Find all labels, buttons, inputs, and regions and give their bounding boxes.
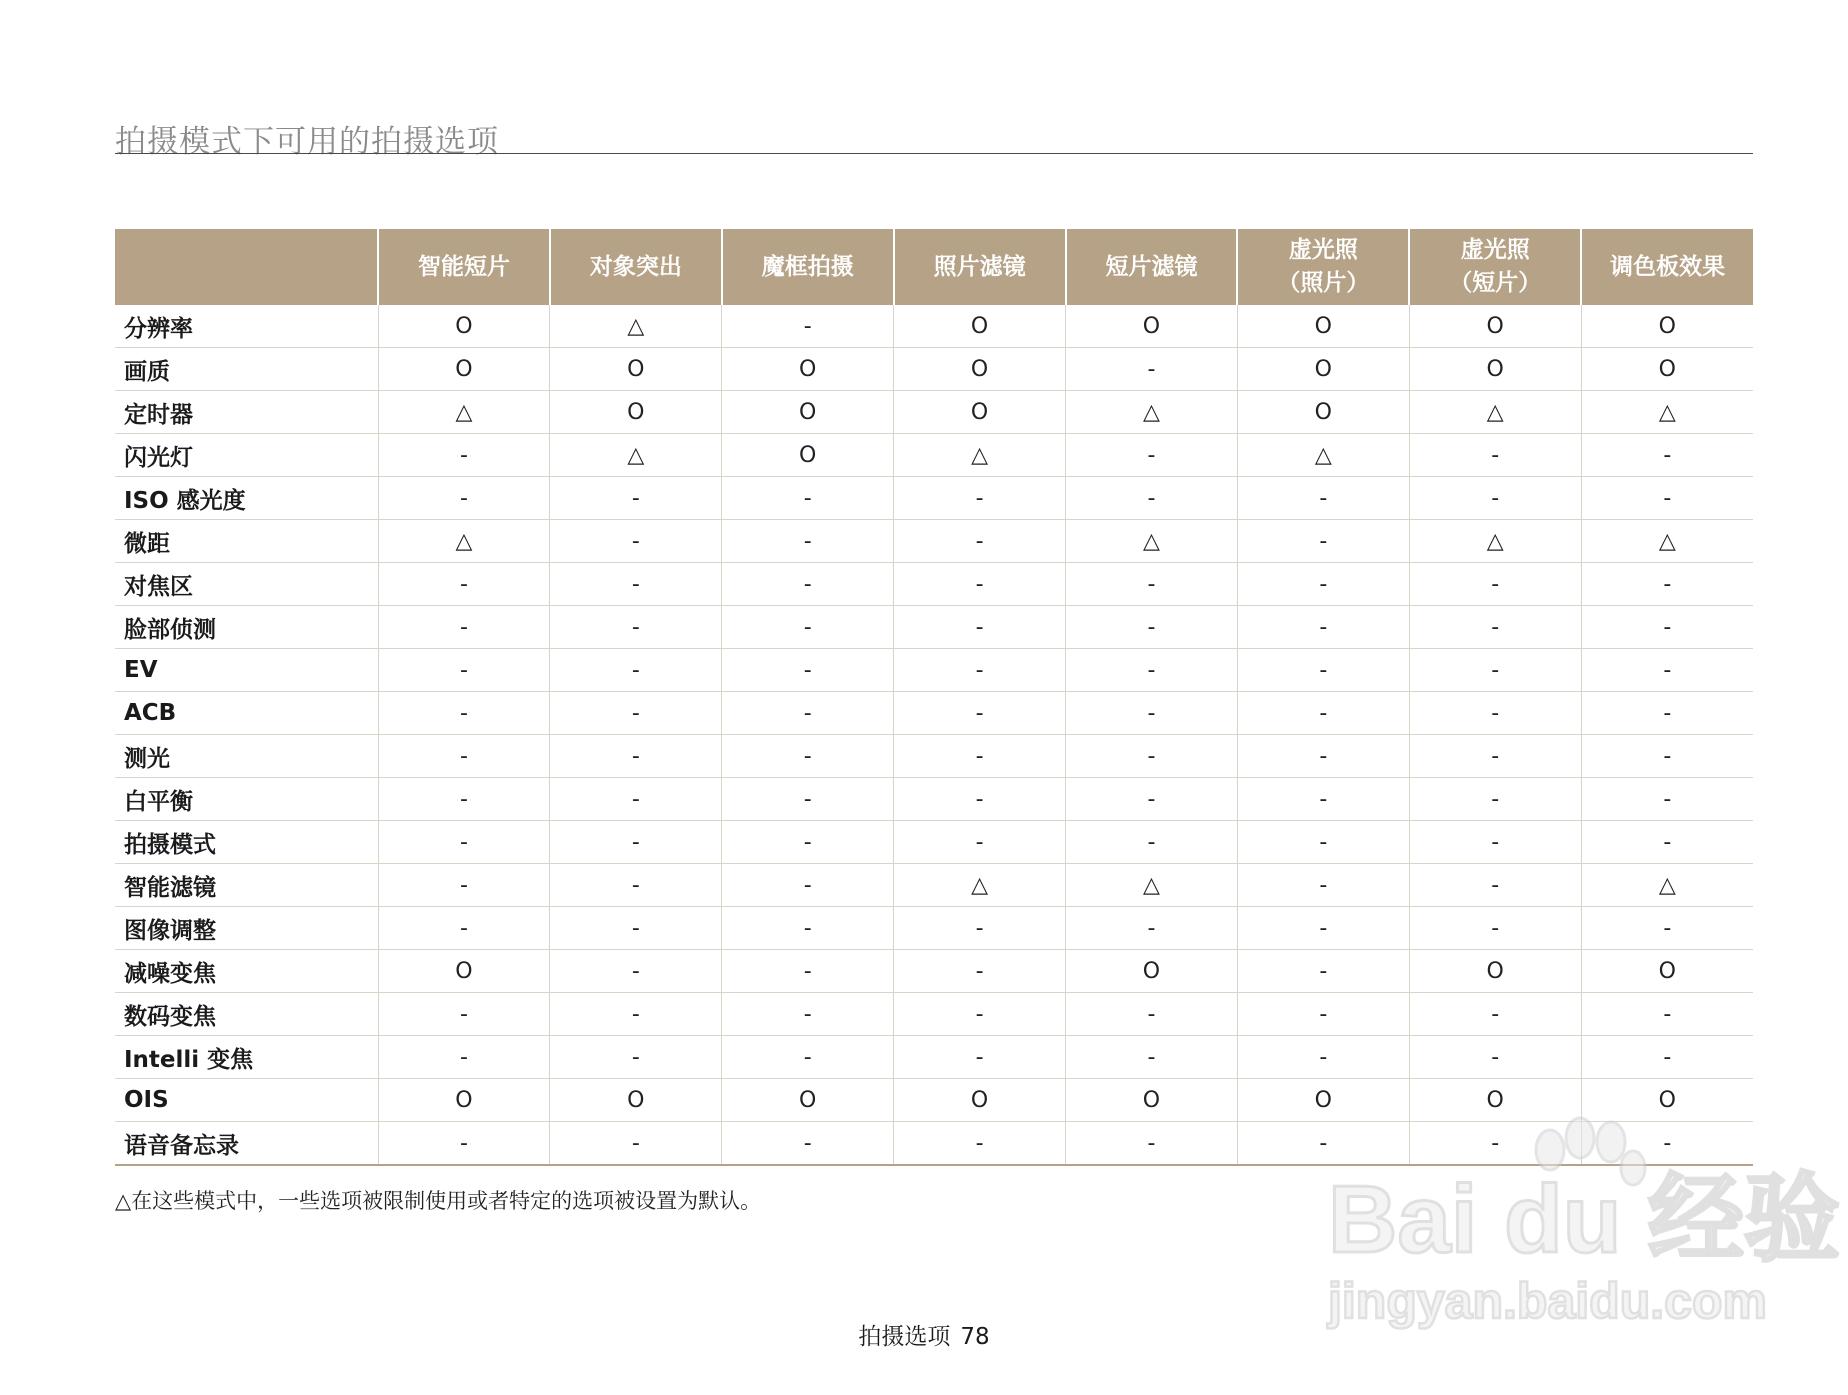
availability-cell: - [1237,692,1409,735]
page-number: 78 [960,1324,990,1350]
availability-cell: - [550,1122,722,1166]
availability-cell: - [550,993,722,1036]
availability-cell: O [1237,305,1409,348]
availability-cell: - [1066,434,1238,477]
availability-cell: O [550,348,722,391]
availability-cell: O [894,348,1066,391]
availability-cell: - [1581,1036,1753,1079]
availability-cell: - [550,477,722,520]
availability-cell: - [722,864,894,907]
availability-cell: - [722,821,894,864]
table-row [115,391,1753,434]
row-label: EV [115,649,378,692]
availability-cell: - [722,1122,894,1166]
availability-cell: - [1066,778,1238,821]
availability-cell: O [378,348,550,391]
availability-cell: - [1409,649,1581,692]
availability-cell: - [550,864,722,907]
availability-cell: △ [1581,864,1753,907]
availability-cell: - [1581,606,1753,649]
availability-cell: - [894,477,1066,520]
availability-cell: - [1409,1036,1581,1079]
availability-cell: - [1581,434,1753,477]
availability-cell: - [378,434,550,477]
availability-cell: O [1066,305,1238,348]
page-title: 拍摄模式下可用的拍摄选项 [115,124,499,160]
column-header [1066,229,1238,305]
availability-cell: O [378,950,550,993]
availability-cell: O [1237,391,1409,434]
availability-cell: - [1581,692,1753,735]
availability-cell: - [1237,1036,1409,1079]
column-header [550,229,722,305]
shooting-options-table [115,229,1753,1166]
column-header-line1: 照片滤镜 [933,253,1026,280]
availability-cell: - [1237,477,1409,520]
availability-cell: - [1066,606,1238,649]
availability-cell: O [1409,305,1581,348]
table-row [115,606,1753,649]
availability-cell: - [1066,649,1238,692]
availability-cell: - [1237,993,1409,1036]
availability-cell: O [722,434,894,477]
availability-cell: - [1237,520,1409,563]
table-row [115,907,1753,950]
availability-cell: - [1581,649,1753,692]
availability-cell: △ [894,864,1066,907]
availability-cell: - [1409,477,1581,520]
footnote: △在这些模式中，一些选项被限制使用或者特定的选项被设置为默认。 [115,1189,762,1213]
availability-cell: - [1581,477,1753,520]
availability-cell: - [378,821,550,864]
row-label: 智能滤镜 [115,864,378,907]
availability-cell: - [1581,907,1753,950]
availability-cell: - [894,606,1066,649]
row-label: ISO 感光度 [115,477,378,520]
column-header-line1: 智能短片 [417,253,510,280]
availability-cell: - [722,563,894,606]
column-header [722,229,894,305]
availability-cell: - [722,305,894,348]
availability-cell: - [1066,821,1238,864]
table-row [115,434,1753,477]
availability-cell: - [722,606,894,649]
column-header-line1: 对象突出 [589,253,682,280]
availability-cell: - [378,477,550,520]
table-row [115,950,1753,993]
row-label: 脸部侦测 [115,606,378,649]
availability-cell: - [722,735,894,778]
availability-cell: △ [1066,391,1238,434]
availability-cell: - [1066,563,1238,606]
availability-cell: - [1066,993,1238,1036]
availability-cell: - [1237,735,1409,778]
table-row [115,563,1753,606]
paw-toe-3 [1597,1122,1625,1162]
availability-cell: - [1237,821,1409,864]
availability-cell: - [1409,434,1581,477]
row-label: 减噪变焦 [115,950,378,993]
availability-cell: - [1237,649,1409,692]
availability-cell: - [550,821,722,864]
availability-cell: - [378,692,550,735]
row-label: 白平衡 [115,778,378,821]
row-label: 对焦区 [115,563,378,606]
availability-cell: - [378,606,550,649]
paw-toe-2 [1566,1118,1594,1158]
availability-cell: △ [1409,520,1581,563]
availability-cell: - [894,1122,1066,1166]
availability-cell: - [894,993,1066,1036]
availability-cell: - [1409,821,1581,864]
availability-cell: - [550,563,722,606]
availability-cell: - [894,821,1066,864]
availability-cell: O [722,391,894,434]
availability-cell: - [1237,606,1409,649]
availability-cell: - [550,735,722,778]
availability-cell: O [722,1079,894,1122]
availability-cell: - [550,692,722,735]
table-row [115,864,1753,907]
table-row [115,348,1753,391]
availability-cell: O [1409,1079,1581,1122]
availability-cell: - [1409,993,1581,1036]
availability-cell: - [894,907,1066,950]
baidu-jingyan-watermark [1318,1120,1841,1335]
watermark-url-text: jingyan.baidu.com [1328,1273,1767,1329]
availability-cell: - [550,606,722,649]
availability-cell: - [722,950,894,993]
column-header-line1: 魔框拍摄 [761,253,854,280]
row-label: 图像调整 [115,907,378,950]
table-header-row [115,229,1753,305]
availability-cell: - [378,778,550,821]
column-header-line2: （短片） [1449,270,1542,296]
availability-cell: - [1409,563,1581,606]
availability-cell: O [1581,348,1753,391]
availability-cell: - [1581,735,1753,778]
availability-cell: O [1581,950,1753,993]
paw-toe-1 [1536,1130,1564,1170]
availability-cell: △ [1066,864,1238,907]
availability-cell: - [1066,907,1238,950]
availability-cell: - [894,950,1066,993]
column-header [894,229,1066,305]
availability-cell: O [894,391,1066,434]
availability-cell: O [378,1079,550,1122]
availability-cell: O [1237,1079,1409,1122]
table-row [115,1079,1753,1122]
availability-cell: - [722,649,894,692]
availability-cell: - [550,520,722,563]
availability-cell: - [550,950,722,993]
availability-cell: - [378,649,550,692]
row-label: 微距 [115,520,378,563]
availability-cell: - [894,735,1066,778]
availability-cell: - [550,907,722,950]
availability-cell: - [378,1122,550,1166]
availability-cell: O [1066,950,1238,993]
availability-cell: - [894,692,1066,735]
availability-cell: - [722,907,894,950]
table-row [115,735,1753,778]
availability-cell: - [1409,907,1581,950]
column-header-line2: （照片） [1277,270,1370,296]
availability-cell: - [1581,821,1753,864]
availability-cell: - [550,649,722,692]
availability-cell: - [378,563,550,606]
availability-cell: - [1237,1122,1409,1166]
availability-cell: - [1409,778,1581,821]
column-header [1409,229,1581,305]
column-header-line1: 虚光照 [1460,237,1530,263]
availability-cell: - [1237,907,1409,950]
column-header-line1: 调色板效果 [1610,253,1726,280]
table-row [115,821,1753,864]
availability-cell: △ [378,520,550,563]
table-row [115,993,1753,1036]
availability-cell: - [1066,1122,1238,1166]
availability-cell: - [1581,563,1753,606]
availability-cell: - [894,1036,1066,1079]
availability-cell: - [1409,735,1581,778]
availability-cell: - [1237,778,1409,821]
row-label: 语音备忘录 [115,1122,378,1166]
availability-cell: - [1237,563,1409,606]
availability-cell: - [894,563,1066,606]
availability-cell: △ [1581,391,1753,434]
availability-cell: - [1066,735,1238,778]
row-label: OIS [115,1079,378,1122]
availability-cell: - [1581,993,1753,1036]
availability-cell: △ [1409,391,1581,434]
availability-cell: - [1409,864,1581,907]
column-header [378,229,550,305]
table-row [115,305,1753,348]
availability-cell: O [378,305,550,348]
column-header-line1: 短片滤镜 [1105,253,1198,280]
availability-cell: △ [1237,434,1409,477]
row-label: 数码变焦 [115,993,378,1036]
row-label: 测光 [115,735,378,778]
availability-cell: O [1409,950,1581,993]
watermark-logo-text: Bai du 经验 [1328,1166,1841,1273]
table-row [115,649,1753,692]
availability-cell: - [1581,778,1753,821]
availability-cell: - [378,735,550,778]
availability-cell: △ [550,305,722,348]
availability-cell: - [722,993,894,1036]
row-label: Intelli 变焦 [115,1036,378,1079]
availability-cell: △ [378,391,550,434]
column-header-line1: 虚光照 [1288,237,1358,263]
availability-cell: - [1237,950,1409,993]
availability-cell: - [1066,477,1238,520]
row-label: 分辨率 [124,315,193,342]
availability-cell: - [378,864,550,907]
availability-cell: - [1581,1122,1753,1166]
availability-cell: - [1066,692,1238,735]
availability-cell: - [1237,864,1409,907]
availability-cell: O [1581,1079,1753,1122]
availability-cell: - [1409,606,1581,649]
availability-cell: △ [550,434,722,477]
availability-cell: - [722,692,894,735]
availability-cell: O [1066,1079,1238,1122]
availability-cell: - [894,520,1066,563]
availability-cell: - [378,1036,550,1079]
availability-cell: - [1066,348,1238,391]
availability-cell: - [722,477,894,520]
availability-cell: - [550,1036,722,1079]
availability-cell: O [550,391,722,434]
table-row [115,692,1753,735]
availability-cell: - [378,907,550,950]
availability-cell: - [722,1036,894,1079]
availability-cell: - [722,778,894,821]
table-row [115,477,1753,520]
row-label: 闪光灯 [115,434,378,477]
table-body [115,305,1753,1165]
row-label: 画质 [115,348,378,391]
availability-cell: - [894,649,1066,692]
availability-cell: O [894,305,1066,348]
row-label: ACB [115,692,378,735]
availability-cell: O [722,348,894,391]
table-row [115,778,1753,821]
column-header [1237,229,1409,305]
availability-cell: - [550,778,722,821]
table-row [115,1036,1753,1079]
availability-cell: - [378,993,550,1036]
availability-cell: - [894,778,1066,821]
availability-cell: - [1409,692,1581,735]
availability-cell: △ [1581,520,1753,563]
header-corner-cell [115,229,378,305]
availability-cell: - [722,520,894,563]
availability-cell: O [1237,348,1409,391]
row-label: 拍摄模式 [115,821,378,864]
availability-cell: O [550,1079,722,1122]
availability-cell: O [894,1079,1066,1122]
availability-cell: - [1409,1122,1581,1166]
availability-cell: O [1581,305,1753,348]
footer-section-label: 拍摄选项 [858,1324,951,1350]
availability-cell: - [1066,1036,1238,1079]
availability-cell: △ [1066,520,1238,563]
availability-cell: △ [894,434,1066,477]
table-row [115,520,1753,563]
title-divider [115,153,1753,154]
row-label: 定时器 [115,391,378,434]
column-header [1581,229,1753,305]
availability-cell: O [1409,348,1581,391]
